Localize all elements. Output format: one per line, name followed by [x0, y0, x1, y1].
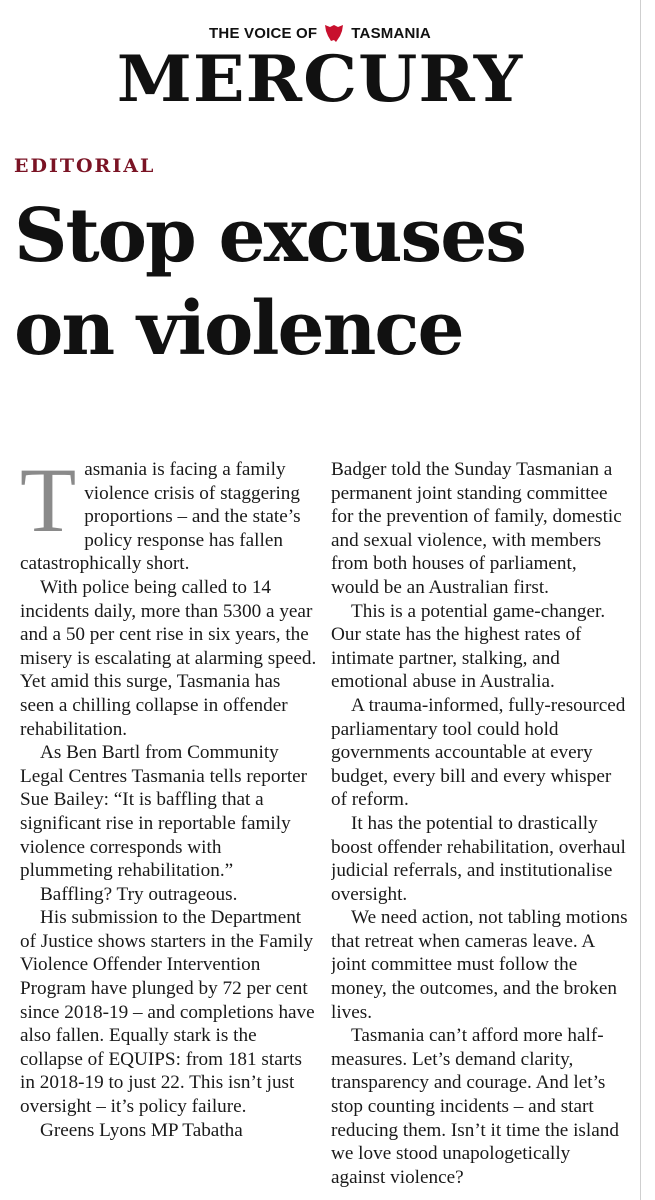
- headline-line-1: Stop excuses: [14, 193, 525, 279]
- section-label: EDITORIAL: [14, 155, 156, 177]
- paragraph: His submission to the Department of Justice shows starters in the Family Violence Offender Intervention Program have plunged by 72 per cent since 2018-19 – and completions have also fallen. Equally stark is the collapse of EQUIPS: from 181 starts in 2018-19 to just 22. This isn’t just oversight – it’s policy failure.: [20, 907, 315, 1118]
- paragraph: This is a potential game-changer. Our state has the highest rates of intimate partner, stalking, and emotional abuse in Australia.: [331, 600, 606, 693]
- headline-line-2: on violence: [14, 286, 463, 372]
- paragraph: Tasmania is facing a family violence crisis of staggering proportions – and the state’s policy response has fallen catastrophically short.: [20, 458, 301, 575]
- tagline-left: THE VOICE OF: [209, 24, 318, 42]
- paragraph: Badger told the Sunday Tasmanian a permanent joint standing committee for the prevention of family, domestic and sexual violence, with members from both houses of parliament, would be an Australian first.: [331, 459, 622, 598]
- paragraph: Tasmania can’t afford more half-measures. Let’s demand clarity, transparency and courage. And let’s stop counting incidents – and start reducing them. Isn’t it time the island we love stood unapologetically against violence?: [331, 1025, 619, 1188]
- paragraph: With police being called to 14 incidents daily, more than 5300 a year and a 50 per cent rise in six years, the misery is escalating at alarming speed. Yet amid this surge, Tasmania has seen a chilling collapse in offender rehabilitation.: [20, 576, 317, 740]
- headline: [14, 190, 634, 376]
- paragraph: Baffling? Try outrageous.: [40, 883, 238, 905]
- drop-cap: T: [20, 458, 77, 551]
- paragraph: Greens Lyons MP Tabatha: [40, 1119, 243, 1141]
- paragraph: We need action, not tabling motions that retreat when cameras leave. A joint committee must follow the money, the outcomes, and the broken lives.: [331, 907, 628, 1023]
- tagline-right: TASMANIA: [351, 24, 431, 42]
- article-body: [20, 458, 628, 1200]
- tasmania-map-icon: [323, 22, 345, 44]
- paragraph: It has the potential to drastically boost offender rehabilitation, overhaul judicial referrals, and institutionalise oversight.: [331, 812, 626, 905]
- tagline: [0, 22, 640, 44]
- right-column: [331, 458, 628, 1200]
- masthead-logo: MERCURY: [116, 42, 524, 117]
- column-rule: [640, 0, 641, 1200]
- paragraph: A trauma-informed, fully-resourced parliamentary tool could hold governments accountable at every budget, every bill and every whisper of reform.: [331, 694, 626, 811]
- masthead: [0, 22, 640, 117]
- paragraph: As Ben Bartl from Community Legal Centres Tasmania tells reporter Sue Bailey: “It is baffling that a significant rise in reportable family violence corresponds with plummeting rehabilitation.”: [20, 742, 308, 882]
- left-column: [20, 458, 317, 1200]
